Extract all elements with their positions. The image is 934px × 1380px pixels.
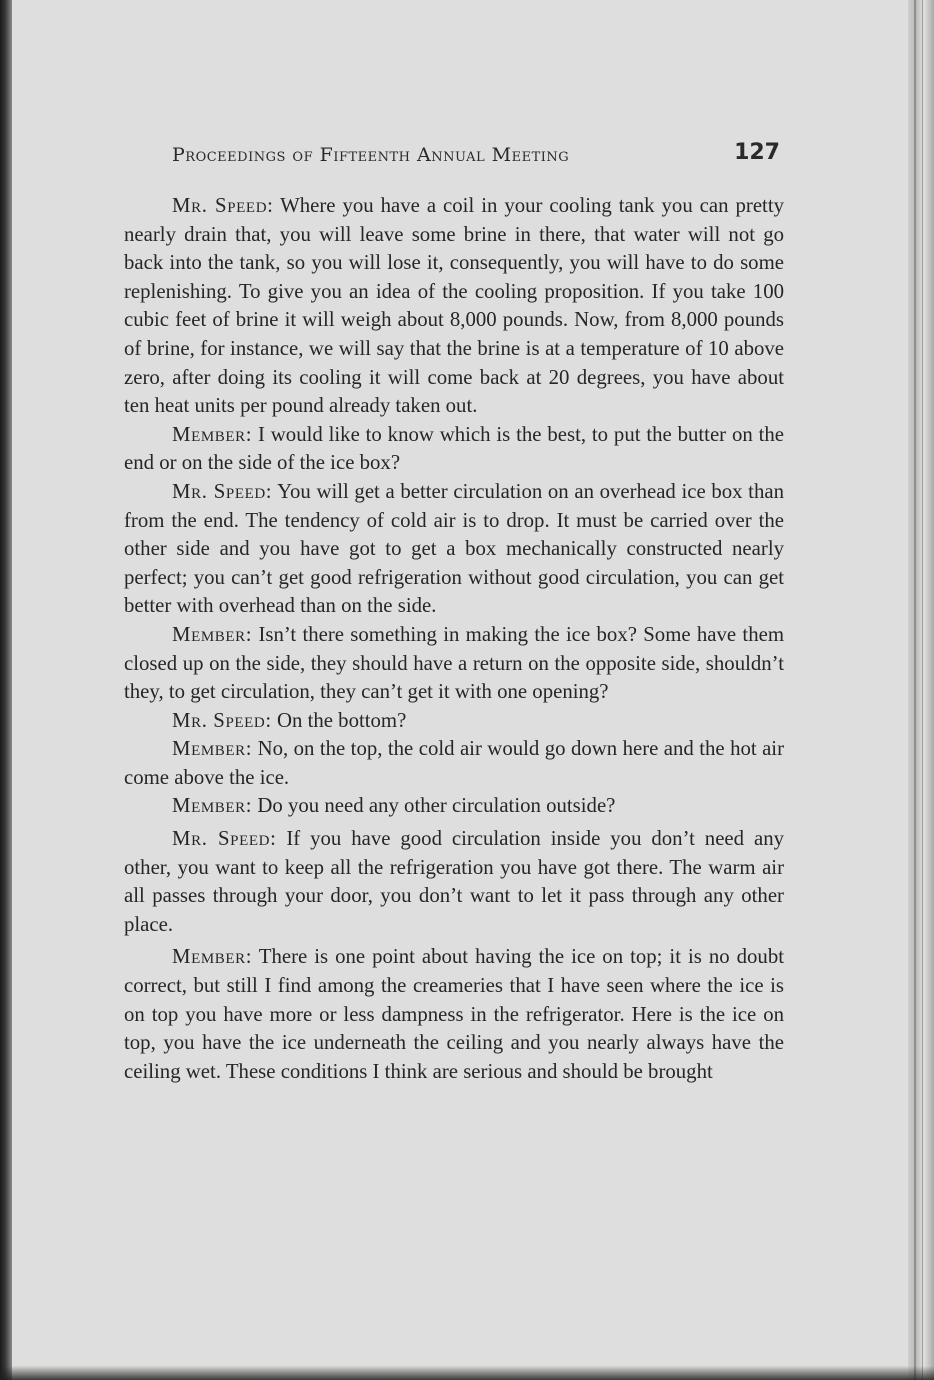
speaker-label: Member: — [172, 945, 253, 969]
speaker-label: Mr. Speed: — [172, 827, 277, 851]
speaker-label: Member: — [172, 794, 253, 818]
paragraph-text: Isn’t there something in making the ice box? Some have them closed up on the side, they should have a return on the opposite side, shouldn’t they, to get circulation, they can’t get it with one opening? — [124, 622, 784, 704]
page-edges — [908, 0, 934, 1380]
book-binding-shadow — [0, 0, 12, 1380]
speaker-label: Mr. Speed: — [172, 479, 273, 503]
bottom-scan-shadow — [0, 1366, 934, 1380]
paragraph-text: No, on the top, the cold air would go down here and the hot air come above the ice. — [124, 737, 785, 789]
page-number: 127 — [734, 140, 780, 165]
paragraph-text: You will get a better circulation on an overhead ice box than from the end. The tendency of cold air is to drop. It must be carried over the other side and you have got to get a box mechanically constructed nearly perfect; you can’t get good refrigeration without good circulation, you can get better with overhead than on the side. — [124, 479, 784, 618]
running-header — [172, 140, 784, 170]
speaker-label: Member: — [172, 737, 253, 761]
paragraph-text: On the bottom? — [276, 708, 407, 732]
paragraph-text: Do you need any other circulation outside? — [257, 794, 616, 818]
speaker-label: Mr. Speed: — [172, 708, 272, 732]
speaker-label: Mr. Speed: — [172, 194, 274, 217]
paragraph — [124, 735, 784, 792]
paragraph — [124, 621, 784, 707]
paragraph — [124, 192, 784, 421]
paragraph-text: Where you have a coil in your cooling tank you can pretty nearly drain that, you will leave some brine in there, that water will not go back into the tank, so you will lose it, consequently, you will have to do some replenishing. To give you an idea of the cooling proposition. If you take 100 cubic feet of brine it will weigh about 8,000 pounds. Now, from 8,000 pounds of brine, for instance, we will say that the brine is at a temperature of 10 above zero, after doing its cooling it will come back at 20 degrees, you have about ten heat units per pound already taken out. — [124, 194, 785, 418]
paragraph — [124, 421, 784, 478]
speaker-label: Member: — [172, 622, 253, 646]
paragraph-text: If you have good circulation inside you don’t need any other, you want to keep all the refrigeration you have got there. The warm air all passes through your door, you don’t want to let it pass through any other place. — [124, 827, 784, 936]
paragraph-text: There is one point about having the ice on top; it is no doubt correct, but still I find among the creameries that I have seen where the ice is on top you have more or less dampness in the refrigerator. Here is the ice on top, you have the ice underneath the ceiling and you nearly always have the ceiling wet. These conditions I think are serious and should be brought — [124, 945, 784, 1083]
paragraph-text: I would like to know which is the best, to put the butter on the end or on the side of the ice box? — [124, 422, 784, 475]
body-text — [124, 192, 784, 1086]
speaker-label: Member: — [172, 422, 253, 446]
paragraph — [124, 707, 784, 736]
paragraph — [124, 792, 784, 821]
paragraph — [124, 478, 784, 621]
running-title: Proceedings of Fifteenth Annual Meeting — [172, 144, 570, 166]
paragraph — [124, 943, 784, 1086]
paragraph — [124, 825, 784, 939]
